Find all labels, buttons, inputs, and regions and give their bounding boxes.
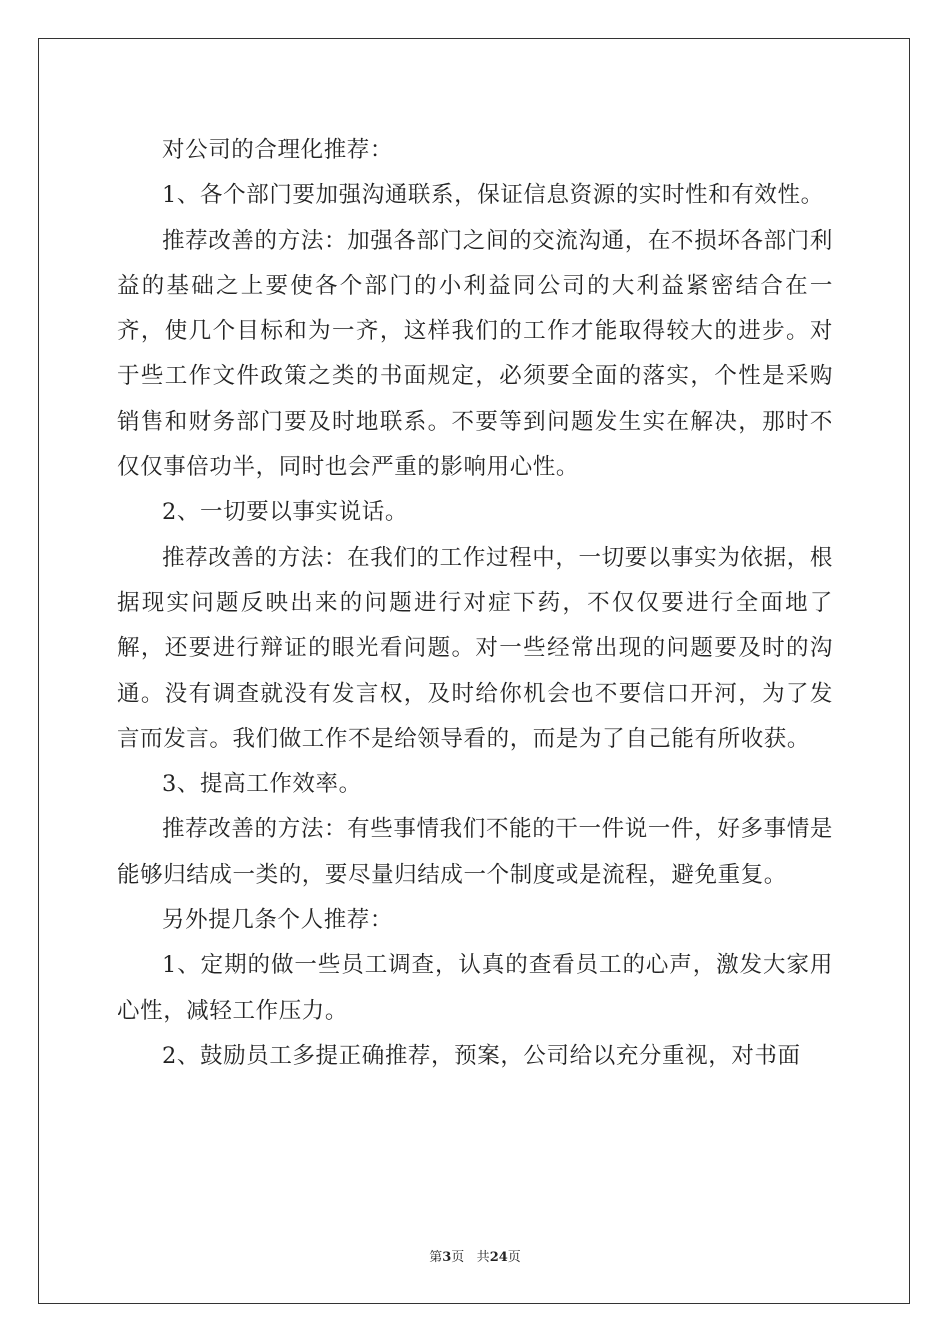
- page-number: 3: [442, 1250, 452, 1265]
- paragraph: 推荐改善的方法：加强各部门之间的交流沟通，在不损坏各部门利益的基础之上要使各个部门的小利益同公司的大利益紧密结合在一齐，使几个目标和为一齐，这样我们的工作才能取得较大的进步。对于些工作文件政策之类的书面规定，必须要全面的落实，个性是采购销售和财务部门要及时地联系。不要等到问题发生实在解决，那时不仅仅事倍功半，同时也会严重的影响用心性。: [117, 227, 833, 481]
- paragraph: 另外提几条个人推荐：: [162, 907, 394, 934]
- page-prefix: 第: [429, 1250, 443, 1265]
- paragraph: 推荐改善的方法：在我们的工作过程中，一切要以事实为依据，根据现实问题反映出来的问题进行对症下药，不仅仅要进行全面地了解，还要进行辩证的眼光看问题。对一些经常出现的问题要及时的沟通。没有调查就没有发言权，及时给你机会也不要信口开河，为了发言而发言。我们做工作不是给领导看的，而是为了自己能有所收获。: [117, 544, 833, 752]
- paragraph: 2、一切要以事实说话。: [162, 499, 408, 526]
- page-footer: [0, 1246, 950, 1265]
- paragraph: 2、鼓励员工多提正确推荐，预案，公司给以充分重视，对书面: [162, 1042, 801, 1069]
- paragraph: 3、提高工作效率。: [162, 771, 362, 798]
- total-suffix: 页: [507, 1250, 521, 1265]
- paragraph: 1、定期的做一些员工调查，认真的查看员工的心声，激发大家用心性，减轻工作压力。: [117, 952, 833, 1024]
- document-body: [117, 128, 833, 1079]
- paragraph: 1、各个部门要加强沟通联系，保证信息资源的实时性和有效性。: [162, 182, 824, 209]
- total-prefix: 共: [476, 1250, 490, 1265]
- paragraph: 推荐改善的方法：有些事情我们不能的干一件说一件，好多事情是能够归结成一类的，要尽量归结成一个制度或是流程，避免重复。: [117, 816, 833, 888]
- paragraph: 对公司的合理化推荐：: [162, 137, 394, 163]
- page-suffix: 页: [451, 1250, 465, 1265]
- total-pages: 24: [489, 1250, 508, 1265]
